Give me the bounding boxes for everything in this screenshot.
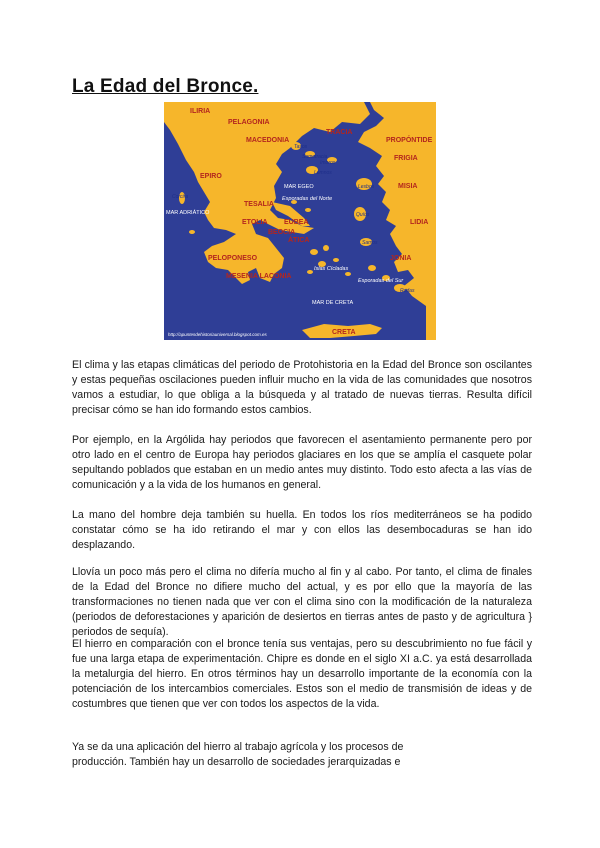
label-creta: CRETA <box>332 329 356 336</box>
paragraph-3: La mano del hombre deja también su huella. En todos los ríos mediterráneos se ha podido constatar cómo se ha ido retirando el mar y con ellos las desembocaduras se han ido desplazando. <box>72 509 532 551</box>
label-lesbos: Lesbos <box>358 184 375 190</box>
paragraph-1: El clima y las etapas climáticas del periodo de Protohistoria en la Edad del Bronce son oscilantes y estas pequeñas oscilaciones pueden influir mucho en la vida de las comunidades que nosotros vamos a estudiar, lo que obliga a la búsqueda y al tratado de nuevas tierras. Resulta difícil precisar cómo se han ido formando estos cambios. <box>72 359 532 416</box>
label-esporadas-sur: Esporadas del Sur <box>358 278 404 284</box>
label-mesenia-laconia: MESENIA LACONIA <box>226 273 292 280</box>
label-eubea: EUBEA <box>284 219 309 226</box>
label-mar-creta: MAR DE CRETA <box>312 300 354 306</box>
page-title: La Edad del Bronce. <box>72 76 259 97</box>
map-drawing <box>164 102 436 340</box>
label-iliria: ILIRIA <box>190 108 211 115</box>
greece-map-image <box>164 102 436 340</box>
label-jonia: JONIA <box>390 255 412 262</box>
label-mar-egeo: MAR EGEO <box>284 184 314 190</box>
label-mar-adriatico: MAR ADRIÁTICO <box>166 210 210 216</box>
label-etolia: ETOLIA <box>242 219 268 226</box>
label-peloponeso: PELOPONESO <box>208 255 258 262</box>
label-samos: Samos <box>362 240 378 246</box>
label-rodas: Rodas <box>400 288 415 294</box>
map-source-url: http://apuntesdehistoriauniversal.blogspot.com.es <box>168 332 267 337</box>
label-tracia: TRACIA <box>326 129 353 136</box>
label-pelagonia: PELAGONIA <box>228 119 270 126</box>
label-propontide: PROPÓNTIDE <box>386 137 433 144</box>
label-lemnos: Lemnos <box>314 170 332 176</box>
label-corcira: Corcira <box>172 194 189 200</box>
label-misia: MISIA <box>398 183 418 190</box>
label-frigia: FRIGIA <box>394 155 418 162</box>
label-tesalia: TESALIA <box>244 201 274 208</box>
paragraph-5: El hierro en comparación con el bronce tenía sus ventajas, pero su descubrimiento no fue fácil y fue una larga etapa de experimentación. Chipre es donde en el siglo XI a.C. ya está desarrollada la metalurgia del hierro. En otros términos hay un desarrollo importante de la economía con la potenciación de los intercambios comerciales. Estos son el medio de transmisión de ideas y de costumbres que tienen que ver con todos los aspectos de la vida. <box>72 638 532 710</box>
paragraph-4: Llovía un poco más pero el clima no difería mucho al fin y al cabo. Por tanto, el clima de finales de la Edad del Bronce no difiere mucho del actual, y es por ello que la mayoría de las transformaciones no tienen nada que ver con el clima sino con la modificación de la naturaleza (periodos de deforestaciones y aparición de desiertos en tierras antes de pasto y de agricultura } periodos de sequía). <box>72 566 532 638</box>
label-epiro: EPIRO <box>200 173 222 180</box>
label-atica: ÁTICA <box>288 237 310 244</box>
label-imbros: Imbros <box>320 160 336 166</box>
label-tasos: Tasos <box>294 144 308 150</box>
label-lidia: LIDIA <box>410 219 429 226</box>
label-esporadas-norte: Esporadas del Norte <box>282 196 333 202</box>
label-samotracia: Samotracia <box>302 154 328 160</box>
paragraph-6: Ya se da una aplicación del hierro al trabajo agrícola y los procesos de producción. También hay un desarrollo de sociedades jerarquizadas e <box>72 741 404 768</box>
label-beocia: BEOCIA <box>268 229 296 236</box>
label-macedonia: MACEDONIA <box>246 137 290 144</box>
paragraph-2: Por ejemplo, en la Argólida hay periodos que favorecen el asentamiento permanente pero por otro lado en el centro de Europa hay periodos glaciares en los que se amplía el casquete polar sepultando poblados que estaban en un medio antes muy distinto. Todo esto afecta a las vías de comunicación y a la vida de los humanos en general. <box>72 434 532 491</box>
label-quios: Quíos <box>356 212 370 218</box>
label-islas-cicladas: Islas Cícladas <box>314 266 349 272</box>
